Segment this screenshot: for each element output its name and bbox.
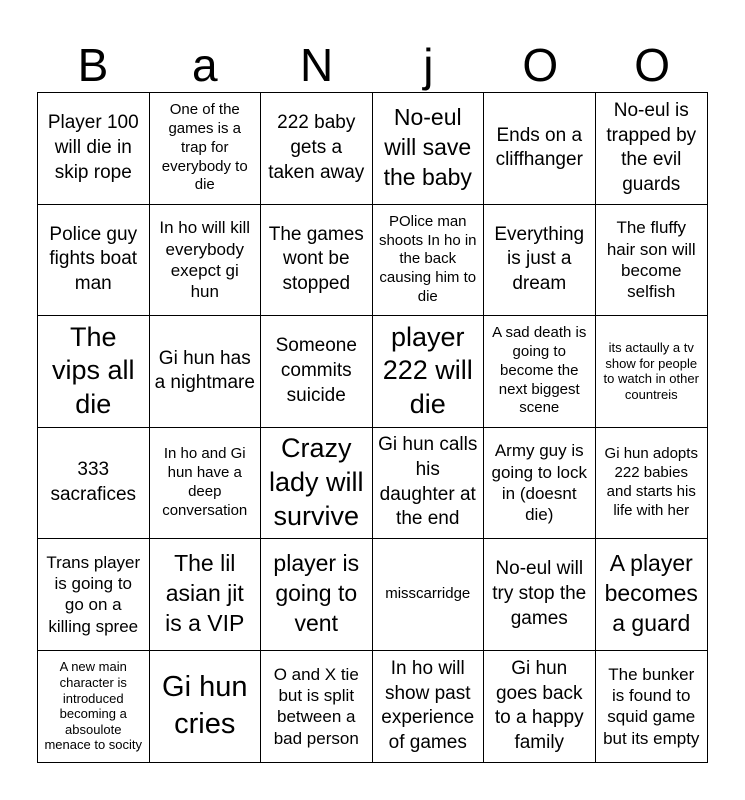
header-letter: N <box>299 39 334 91</box>
bingo-cell[interactable]: Trans player is going to go on a killing spree <box>38 539 150 651</box>
bingo-cell[interactable]: its actaully a tv show for people to watch in other countreis <box>596 316 708 428</box>
bingo-cell[interactable]: A new main character is introduced becoming a absoulote menace to socity <box>38 651 150 763</box>
bingo-cell[interactable]: The fluffy hair son will become selfish <box>596 205 708 317</box>
bingo-cell[interactable]: Gi hun has a nightmare <box>150 316 262 428</box>
bingo-cell[interactable]: No-eul will save the baby <box>373 93 485 205</box>
bingo-cell[interactable]: O and X tie but is split between a bad person <box>261 651 373 763</box>
bingo-cell[interactable]: The bunker is found to squid game but its empty <box>603 664 700 748</box>
bingo-grid <box>37 92 708 763</box>
bingo-cell[interactable]: The games wont be stopped <box>261 205 373 317</box>
bingo-header <box>37 38 708 92</box>
bingo-cell[interactable]: The vips all die <box>38 316 150 428</box>
bingo-cell[interactable]: No-eul is trapped by the evil guards <box>596 93 708 205</box>
header-letter: B <box>77 39 109 91</box>
bingo-cell[interactable]: In ho and Gi hun have a deep conversation <box>150 428 262 540</box>
bingo-cell[interactable]: In ho will show past experience of games <box>373 651 485 763</box>
header-letter: j <box>423 39 434 91</box>
bingo-cell[interactable]: Gi hun adopts 222 babies and starts his life with her <box>596 428 708 540</box>
bingo-cell[interactable]: 333 sacrafices <box>38 428 150 540</box>
header-letter: O <box>634 39 670 91</box>
bingo-cell[interactable]: Someone commits suicide <box>261 316 373 428</box>
bingo-cell[interactable]: Army guy is going to lock in (doesnt die) <box>484 428 596 540</box>
bingo-cell[interactable]: 222 baby gets a taken away <box>261 93 373 205</box>
bingo-cell[interactable]: A sad death is going to become the next biggest scene <box>484 316 596 428</box>
header-letter: O <box>522 39 559 91</box>
bingo-cell[interactable]: Gi hun cries <box>150 651 262 763</box>
bingo-cell[interactable]: player is going to vent <box>261 539 373 651</box>
bingo-cell[interactable]: Everything is just a dream <box>484 205 596 317</box>
bingo-cell[interactable]: Crazy lady will survive <box>261 428 373 540</box>
bingo-cell[interactable]: Police guy fights boat man <box>38 205 150 317</box>
bingo-cell[interactable]: One of the games is a trap for everybody to die <box>150 93 262 205</box>
header-letter: a <box>191 39 218 91</box>
bingo-cell[interactable]: Gi hun goes back to a happy family <box>484 651 596 763</box>
bingo-cell[interactable]: Ends on a cliffhanger <box>484 93 596 205</box>
bingo-cell[interactable]: A player becomes a guard <box>596 539 708 651</box>
bingo-cell[interactable]: The lil asian jit is a VIP <box>150 539 262 651</box>
bingo-cell[interactable]: Player 100 will die in skip rope <box>38 93 150 205</box>
bingo-cell[interactable]: In ho will kill everybody exepct gi hun <box>150 205 262 317</box>
bingo-cell[interactable]: POlice man shoots In ho in the back causing him to die <box>373 205 485 317</box>
bingo-cell[interactable]: misscarridge <box>373 539 485 651</box>
bingo-cell[interactable]: No-eul will try stop the games <box>484 539 596 651</box>
bingo-cell[interactable]: Gi hun calls his daughter at the end <box>373 428 485 540</box>
bingo-cell[interactable]: player 222 will die <box>373 316 485 428</box>
